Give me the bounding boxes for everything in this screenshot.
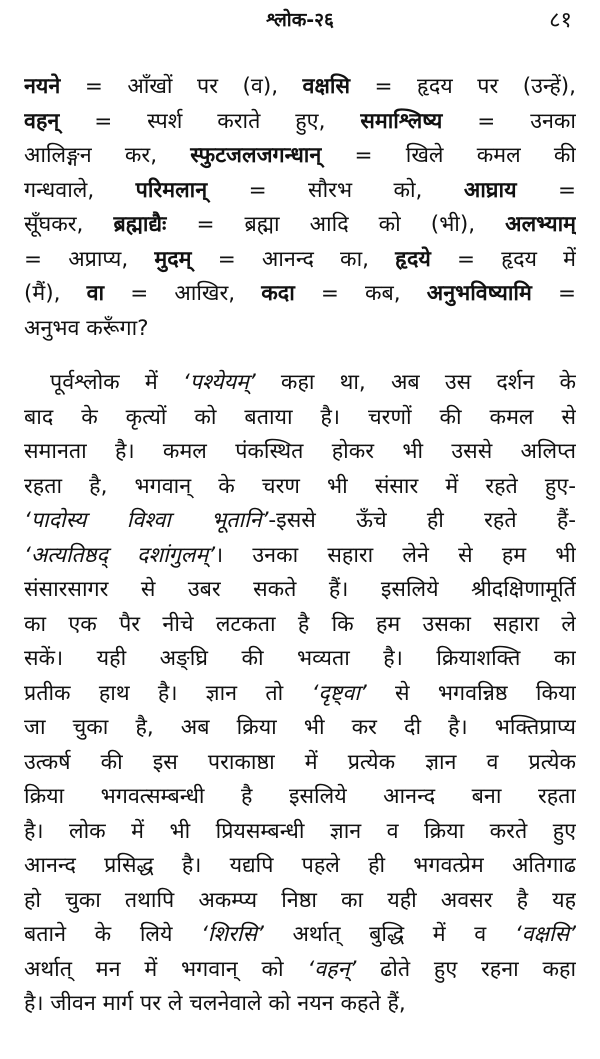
text-run: आलिङ्गन कर, — [24, 143, 191, 168]
text-run: = — [531, 281, 576, 306]
commentary-line — [24, 504, 576, 539]
text-run: = उनका — [442, 108, 576, 134]
gloss-term: मुदम् — [154, 246, 192, 272]
gloss-term: नयने — [24, 74, 61, 99]
commentary-line — [24, 815, 576, 850]
text-run: अनुभव करूँगा? — [24, 315, 149, 341]
text-run: क्रिया भगवत्सम्बन्धी है इसलिये आनन्द बना रहता — [24, 784, 576, 809]
text-run: है। जीवन मार्ग पर ले चलनेवाले को नयन कहते हैं, — [24, 991, 406, 1016]
text-run: पूर्वश्लोक में — [50, 370, 183, 395]
commentary-line — [24, 953, 576, 988]
text-run: = आँखों पर (व), — [60, 74, 303, 99]
quoted-phrase: ‘पादोस्य विश्वा भूतानि’ — [24, 508, 269, 533]
text-run: अर्थात् मन में भगवान् को — [24, 956, 308, 982]
commentary-line — [24, 435, 576, 470]
commentary-line — [24, 746, 576, 781]
gloss-term: अनुभविष्यामि — [426, 281, 532, 306]
commentary-line — [24, 711, 576, 746]
commentary-line — [24, 608, 576, 643]
gloss-line — [24, 243, 576, 278]
quoted-phrase: ‘शिरसि’ — [201, 922, 264, 947]
quoted-phrase: ‘वहन्’ — [307, 956, 357, 982]
gloss-line — [24, 174, 576, 209]
text-run: प्रतीक हाथ है। ज्ञान तो — [24, 680, 312, 706]
gloss-term: समाश्लिष्य — [360, 108, 443, 134]
text-run: (मैं), — [24, 281, 87, 306]
gloss-term: कदा — [261, 281, 295, 306]
text-run: से भगवन्निष्ठ किया — [366, 680, 576, 706]
commentary-line — [24, 573, 576, 608]
text-run: का एक पैर नीचे लटकता है कि हम उसका सहारा ले — [24, 611, 576, 637]
text-run: सकें। यही अङ्घ्रि की भव्यता है। क्रियाशक्ति का — [24, 646, 576, 671]
quoted-phrase: ‘वक्षसि’ — [514, 922, 576, 947]
text-run: = कब, — [294, 281, 427, 306]
quoted-phrase: ‘दृष्ट्वा’ — [311, 680, 367, 706]
gloss-term: आघ्राय — [463, 177, 517, 203]
commentary-line — [24, 470, 576, 505]
text-run: आनन्द प्रसिद्ध है। यद्यपि पहले ही भगवत्प्रेम अतिगाढ — [24, 853, 576, 878]
commentary-line — [24, 366, 576, 401]
gloss-term: अलभ्याम् — [505, 212, 576, 237]
text-run: = ब्रह्मा आदि को (भी), — [166, 212, 506, 237]
text-run: = अप्राप्य, — [24, 246, 155, 272]
text-run: कहा था, अब उस दर्शन के — [255, 370, 576, 395]
quoted-phrase: ‘पश्येयम्’ — [182, 370, 256, 395]
gloss-term: वहन् — [24, 108, 60, 134]
text-run: गन्धवाले, — [24, 177, 136, 203]
text-run: = आखिर, — [104, 281, 262, 306]
text-run: = खिले कमल की — [321, 143, 576, 168]
gloss-line — [24, 70, 576, 105]
text-run: = सौरभ को, — [207, 177, 464, 203]
commentary-line — [24, 780, 576, 815]
gloss-line — [24, 312, 576, 347]
chapter-heading: श्लोक-२६ — [266, 9, 334, 31]
gloss-term: स्फुटजलजगन्धान् — [190, 143, 322, 168]
text-run: रहता है, भगवान् के चरण भी संसार में रहते हुए- — [24, 473, 576, 499]
gloss-line — [24, 139, 576, 174]
text-run: ढोते हुए रहना कहा — [356, 956, 576, 982]
commentary-line — [24, 539, 576, 574]
gloss-term: परिमलान् — [135, 177, 208, 203]
word-meaning-gloss — [24, 70, 576, 346]
gloss-term: हृदये — [395, 246, 431, 272]
commentary-line — [24, 677, 576, 712]
running-header — [24, 0, 576, 44]
text-run: संसारसागर से उबर सकते हैं। इसलिये श्रीदक्षिणामूर्ति — [24, 577, 576, 602]
text-run: सूँघकर, — [24, 212, 114, 237]
gloss-term: वक्षसि — [302, 74, 351, 99]
text-run: हो चुका तथापि अकम्प्य निष्ठा का यही अवसर है यह — [24, 887, 576, 913]
text-run: बताने के लिये — [24, 922, 202, 947]
text-run: जा चुका है, अब क्रिया भी कर दी है। भक्तिप्राप्य — [24, 715, 576, 740]
gloss-term: ब्रह्माद्यैः — [113, 212, 167, 237]
commentary-line — [24, 918, 576, 953]
text-run: = स्पर्श कराते हुए, — [59, 108, 361, 134]
gloss-term: वा — [86, 281, 105, 306]
text-run: = आनन्द का, — [191, 246, 396, 272]
text-run: बाद के कृत्यों को बताया है। चरणों की कमल से — [24, 404, 576, 430]
text-run: अर्थात् बुद्धि में व — [263, 922, 515, 947]
commentary-line — [24, 401, 576, 436]
text-run: -इससे ऊँचे ही रहते हैं- — [268, 508, 576, 533]
commentary-line — [24, 849, 576, 884]
text-run: उत्कर्ष की इस पराकाष्ठा में प्रत्येक ज्ञान व प्रत्येक — [24, 749, 576, 775]
page-number: ८१ — [549, 8, 572, 33]
text-run: = — [516, 177, 576, 203]
commentary-line — [24, 884, 576, 919]
text-run: है। लोक में भी प्रियसम्बन्धी ज्ञान व क्रिया करते हुए — [24, 818, 576, 844]
text-run: समानता है। कमल पंकस्थित होकर भी उससे अलिप्त — [24, 439, 576, 464]
commentary-line — [24, 987, 576, 1022]
gloss-line — [24, 105, 576, 140]
gloss-line — [24, 277, 576, 312]
text-run: । उनका सहारा लेने से हम भी — [215, 542, 576, 568]
commentary-paragraph — [24, 366, 576, 1022]
text-run: = हृदय पर (उन्हें), — [350, 74, 576, 99]
quoted-phrase: ‘अत्यतिष्ठद् दशांगुलम्’ — [24, 542, 216, 568]
gloss-line — [24, 208, 576, 243]
commentary-line — [24, 642, 576, 677]
text-run: = हृदय में — [430, 246, 576, 272]
